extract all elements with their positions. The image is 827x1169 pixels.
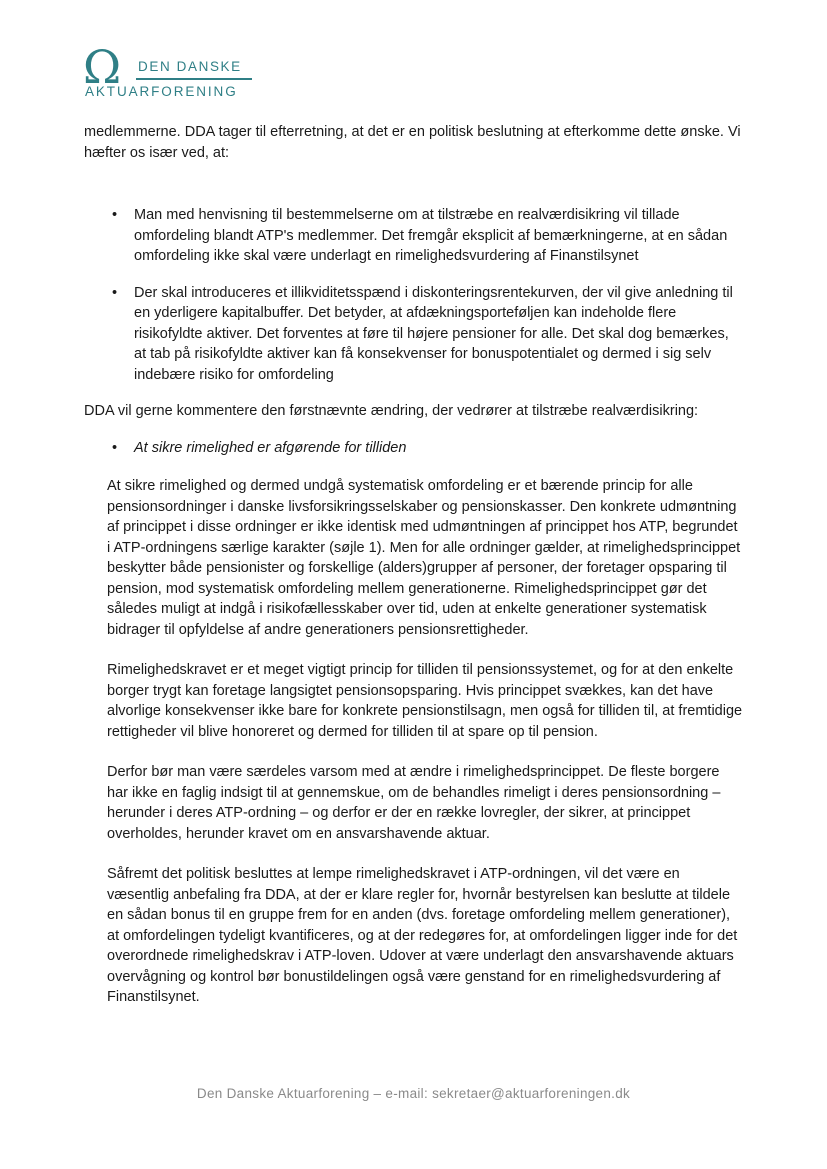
bullet-icon: •	[112, 439, 118, 456]
organization-logo	[83, 40, 258, 104]
list-item	[84, 283, 744, 386]
page-footer: Den Danske Aktuarforening – e-mail: sekretaer@aktuarforeningen.dk	[196, 1086, 631, 1101]
logo-text-line2: AKTUARFORENING	[85, 84, 238, 99]
section-paragraphs	[84, 476, 744, 1008]
list-item	[84, 205, 744, 267]
dda-comment-paragraph: DDA vil gerne kommentere den førstnævnte ændring, der vedrører at tilstræbe realværdisikring:	[84, 403, 699, 419]
intro-paragraph: medlemmerne. DDA tager til efterretning, at det er en politisk beslutning at efterkomme dette ønske. Vi hæfter os især ved, at:	[84, 124, 741, 161]
document-body	[84, 122, 744, 1028]
body-paragraph: Derfor bør man være særdeles varsom med at ændre i rimelighedsprincippet. De fleste borgere har ikke en faglig indsigt til at gennemskue, om de behandles rimeligt i deres pensionsordning – herunder i deres ATP-ordning – og derfor er der en række lovregler, der sikrer, at princippet overholdes, herunder kravet om en ansvarshavende aktuar.	[107, 764, 721, 842]
subheading-text: At sikre rimelighed er afgørende for tilliden	[134, 439, 407, 456]
body-paragraph: Såfremt det politisk besluttes at lempe rimelighedskravet i ATP-ordningen, vil det være en væsentlig anbefaling fra DDA, at der er klare regler for, hvornår bestyrelsen kan beslutte at tildele en sådan bonus til en gruppe frem for en anden (dvs. foretage omfordeling mellem generationer), at omfordelingen tydeligt kvantificeres, og at der redegøres for, at omfordelingen ligger inde for det overordnede rimelighedskrav i ATP-loven. Udover at være underlagt den ansvarshavende aktuars overvågning og kontrol bør bonustildelingen også være genstand for en rimelighedsvurdering af Finanstilsynet.	[107, 866, 738, 1005]
list-item-text: Man med henvisning til bestemmelserne om at tilstræbe en realværdisikring vil tillade omfordeling blandt ATP's medlemmer. Det fremgår eksplicit af bemærkningerne, at en sådan omfordeling ikke skal være underlagt en rimelighedsvurdering af Finanstilsynet	[134, 207, 728, 264]
body-paragraph: At sikre rimelighed og dermed undgå systematisk omfordeling er et bærende princip for alle pensionsordninger i danske livsforsikringsselskaber og pensionskasser. Den konkrete udmøntning af princippet i disse ordninger er ikke identisk med udmøntningen af princippet hos ATP, begrundet i ATP-ordningens særlige karakter (søjle 1). Men for alle ordninger gælder, at rimelighedsprincippet beskytter både pensionister og forskellige (alders)grupper af personer, der foretager opsparing til pension, mod systematisk omfordeling mellem generationerne. Rimelighedsprincippet gør det således muligt at indgå i risikofællesskaber over tid, uden at enkelte generationer systematisk bidrager til opfyldelse af andre generationers pensionsrettigheder.	[107, 478, 741, 638]
list-item-text: Der skal introduceres et illikviditetsspænd i diskonteringsrentekurven, der vil give anledning til en yderligere kapitalbuffer. Det betyder, at afdækningsporteføljen kan indeholde flere risikofyldte aktiver. Det forventes at føre til højere pensioner for alle. Det skal dog bemærkes, at tab på risikofyldte aktiver kan få konsekvenser for bonuspotentialet og dermed i sig selv indebære risiko for omfordeling	[134, 284, 733, 383]
logo-divider	[136, 78, 252, 80]
omega-logo-icon: Ω	[83, 40, 122, 94]
logo-text-line1: DEN DANSKE	[138, 59, 242, 74]
body-paragraph: Rimelighedskravet er et meget vigtigt princip for tilliden til pensionssystemet, og for at den enkelte borger trygt kan foretage langsigtet pensionsopsparing. Hvis princippet svækkes, kan det have alvorlige konsekvenser ikke bare for konkrete pensionstilsagn, men også for tilliden til, at fremtidige rettigheder vil blive honoreret og dermed for tilliden til at spare op til pension.	[107, 662, 743, 740]
section-subheading	[84, 438, 744, 459]
bullet-icon: •	[112, 284, 118, 301]
bullet-icon: •	[112, 207, 118, 223]
concern-list	[84, 205, 744, 385]
